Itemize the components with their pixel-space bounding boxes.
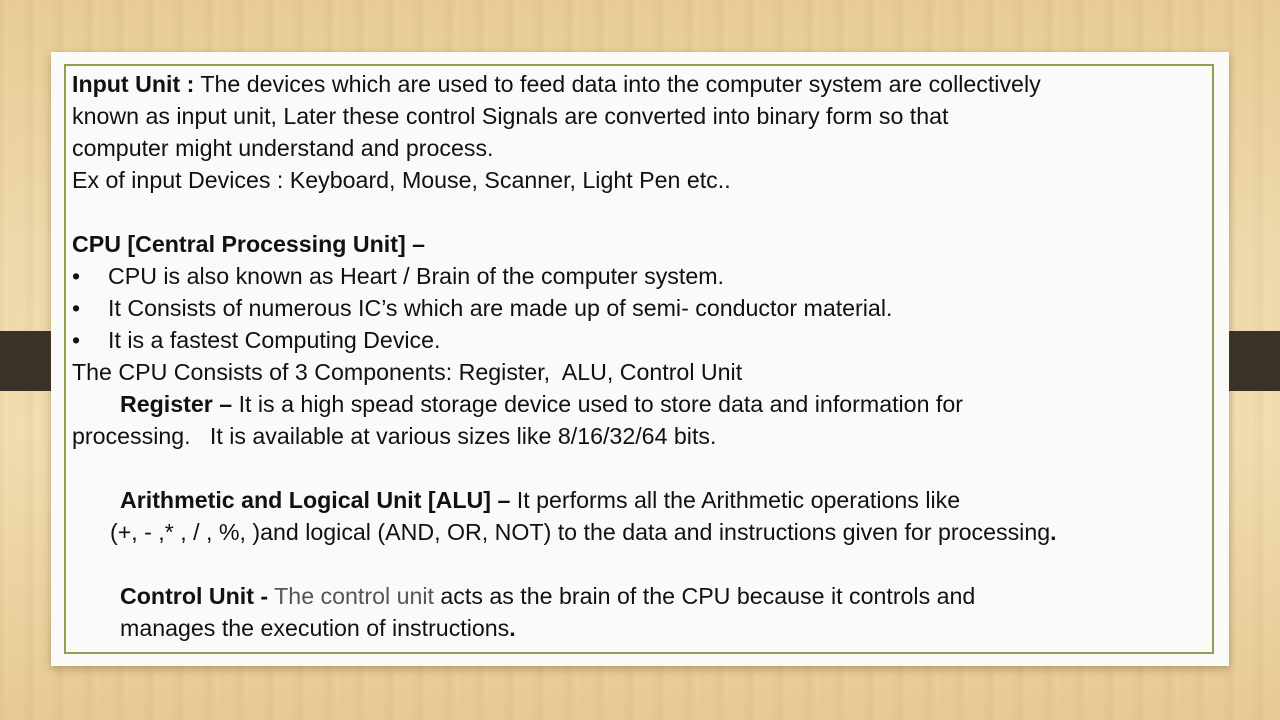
control-unit-line-1 — [72, 580, 1202, 612]
register-text-1: It is a high spead storage device used to store data and information for — [232, 391, 963, 417]
alu-text-1: It performs all the Arithmetic operations like — [510, 487, 961, 513]
spacer — [72, 452, 1202, 484]
control-unit-text-2: manages the execution of instructions — [120, 615, 510, 641]
input-unit-line-2: known as input unit, Later these control Signals are converted into binary form so that — [72, 103, 949, 129]
alu-heading: Arithmetic and Logical Unit [ALU] – — [120, 487, 511, 513]
input-devices-examples: Ex of input Devices : Keyboard, Mouse, Scanner, Light Pen etc.. — [72, 167, 731, 193]
register-line-1 — [72, 388, 1202, 420]
cpu-bullet-text: It Consists of numerous IC’s which are made up of semi- conductor material. — [108, 295, 893, 321]
bullet-icon: • — [72, 327, 81, 353]
cpu-bullet-text: CPU is also known as Heart / Brain of the computer system. — [108, 263, 724, 289]
input-unit-text-1: The devices which are used to feed data into the computer system are collectively — [194, 71, 1041, 97]
alu-text-2-end: . — [1050, 519, 1057, 545]
input-unit-line-1 — [72, 68, 1202, 100]
slide-content — [72, 68, 1202, 644]
spacer — [72, 196, 1202, 228]
bullet-icon: • — [72, 295, 81, 321]
spacer — [72, 548, 1202, 580]
control-unit-text-2-end: . — [509, 615, 516, 641]
control-unit-line-2 — [72, 612, 1202, 644]
cpu-bullet-text: It is a fastest Computing Device. — [108, 327, 441, 353]
control-unit-muted-text: The control unit — [268, 583, 434, 609]
input-unit-line-3: computer might understand and process. — [72, 135, 494, 161]
cpu-bullet-item — [72, 324, 1202, 356]
alu-text-2: (+, - ,* , / , %, )and logical (AND, OR, NOT) to the data and instructions given for processing — [110, 519, 1051, 545]
control-unit-text-1: acts as the brain of the CPU because it controls and — [433, 583, 976, 609]
register-heading: Register – — [120, 391, 233, 417]
cpu-bullet-item — [72, 292, 1202, 324]
cpu-heading: CPU [Central Processing Unit] – — [72, 231, 426, 257]
cpu-components-line: The CPU Consists of 3 Components: Register, ALU, Control Unit — [72, 359, 743, 385]
alu-line-1 — [72, 484, 1202, 516]
bullet-icon: • — [72, 263, 81, 289]
input-unit-heading: Input Unit : — [72, 71, 195, 97]
alu-line-2 — [72, 516, 1202, 548]
register-line-2: processing. It is available at various sizes like 8/16/32/64 bits. — [72, 423, 717, 449]
cpu-bullet-item — [72, 260, 1202, 292]
control-unit-heading: Control Unit - — [120, 583, 269, 609]
